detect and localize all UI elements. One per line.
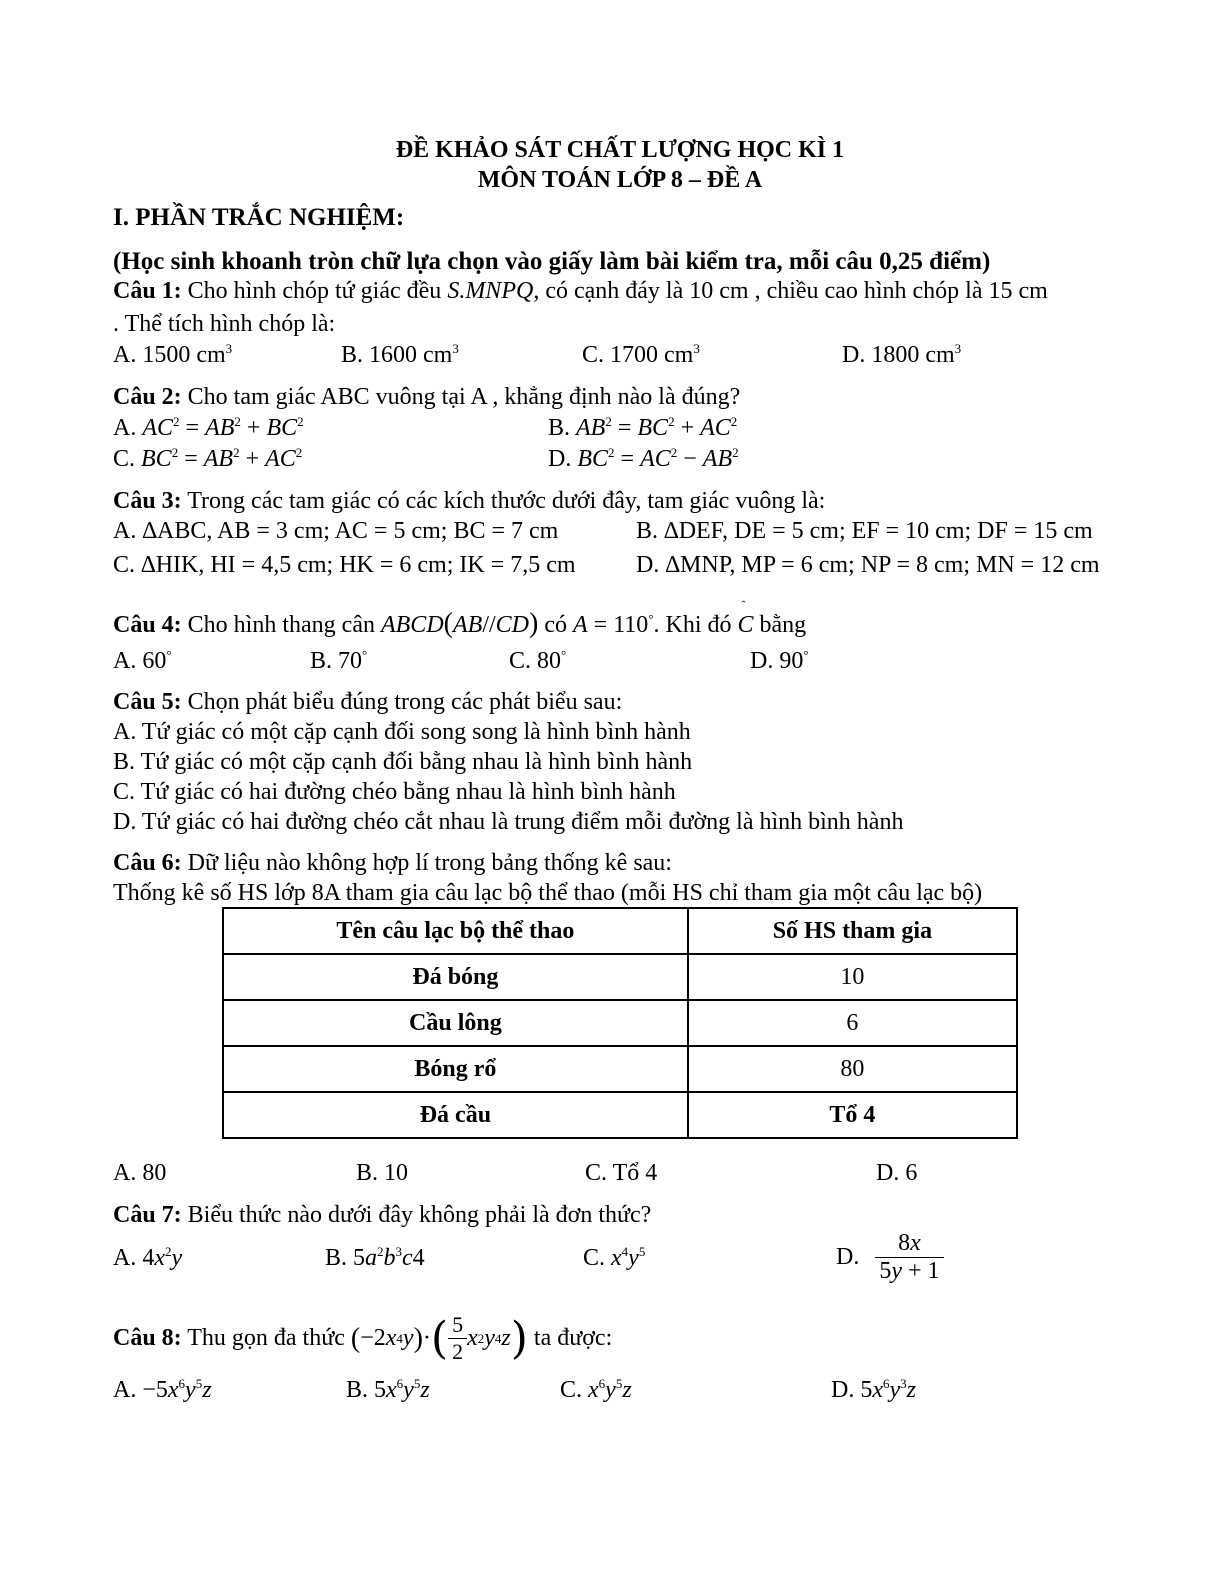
option-d[interactable]: D. $5x^6y^3z$	[831, 1376, 916, 1403]
question-label: Câu 7:	[113, 1202, 182, 1228]
question-6	[113, 850, 672, 877]
option-b[interactable]: B. $AB^2 = BC^2 + AC^2$	[548, 414, 738, 441]
header-cell: Số HS tham gia	[688, 908, 1017, 954]
instruction: (Học sinh khoanh tròn chữ lựa chọn vào giấy làm bài kiểm tra, mỗi câu 0,25 điểm)	[113, 248, 991, 275]
option-a[interactable]: A. $AC^2 = AB^2 + BC^2$	[113, 414, 304, 441]
option-a[interactable]: A. ∆ABC, AB = 3 cm; AC = 5 cm; BC = 7 cm	[113, 518, 559, 544]
option-d[interactable]: D. $BC^2 = AC^2 - AB^2$	[548, 445, 739, 472]
question-text: Thu gọn đa thức	[181, 1325, 351, 1351]
question-text: Trong các tam giác có các kích thước dưới đây, tam giác vuông là:	[181, 488, 826, 514]
option-c[interactable]: C. $BC^2 = AB^2 + AC^2$	[113, 445, 303, 472]
table-cell: 80	[688, 1046, 1017, 1092]
option-a[interactable]: A. $4x^2y$	[113, 1244, 183, 1271]
math-expression: ( −2 x 4 y ) · ( $\frac{5}{2}$ x 2 y 4 z )	[350, 1312, 528, 1364]
table-cell: 6	[688, 1000, 1017, 1046]
option-d[interactable]: D. 1800 $cm^3$	[842, 341, 962, 368]
option-b[interactable]: B. $5a^2b^3c4$	[325, 1244, 425, 1271]
question-3	[113, 488, 825, 515]
table-row	[223, 1092, 1017, 1138]
option-c[interactable]: C. 1700 $cm^3$	[582, 341, 700, 368]
option-a[interactable]: A. 80	[113, 1160, 167, 1186]
question-label: Câu 1:	[113, 278, 182, 304]
question-label: Câu 5:	[113, 689, 182, 715]
section-title: I. PHẦN TRẮC NGHIỆM:	[113, 204, 405, 231]
question-label: Câu 4:	[113, 612, 182, 638]
table-cell: Cầu lông	[223, 1000, 688, 1046]
question-text: Biểu thức nào dưới đây không phải là đơn thức?	[181, 1202, 652, 1228]
question-1-continued: . Thể tích hình chóp là:	[113, 311, 336, 337]
option-b[interactable]: B. $5x^6y^5z$	[346, 1376, 430, 1403]
table-cell: Tổ 4	[688, 1092, 1017, 1138]
fraction: $\frac{8x}{5y + 1}$	[875, 1230, 943, 1285]
question-text: Chọn phát biểu đúng trong các phát biểu sau:	[181, 689, 623, 715]
option-b[interactable]: B. 70°	[310, 647, 368, 674]
table-row	[223, 1000, 1017, 1046]
option-b[interactable]: B. 10	[356, 1160, 409, 1186]
option-d[interactable]: D. $\frac{8x}{5y + 1}$	[836, 1230, 944, 1285]
question-text: Cho hình thang cân	[181, 612, 381, 638]
question-text: Dữ liệu nào không hợp lí trong bảng thống kê sau:	[181, 850, 672, 876]
statistics-table	[222, 907, 1018, 1139]
question-1	[113, 278, 1048, 305]
header-cell: Tên câu lạc bộ thể thao	[223, 908, 688, 954]
exam-title-line2: MÔN TOÁN LỚP 8 – ĐỀ A	[477, 167, 763, 193]
option-c[interactable]: C. $x^4y^5$	[583, 1244, 646, 1271]
question-label: Câu 2:	[113, 384, 182, 410]
option-a[interactable]: A. 60°	[113, 647, 172, 674]
table-row	[223, 1046, 1017, 1092]
question-8	[113, 1312, 612, 1365]
question-7	[113, 1202, 651, 1229]
option-d[interactable]: D. 6	[876, 1160, 918, 1186]
question-label: Câu 8:	[113, 1325, 182, 1351]
question-text: ta được:	[527, 1325, 613, 1351]
table-row	[223, 954, 1017, 1000]
option-b[interactable]: B. ∆DEF, DE = 5 cm; EF = 10 cm; DF = 15 cm	[636, 518, 1093, 544]
question-label: Câu 3:	[113, 488, 182, 514]
table-cell: Đá bóng	[223, 954, 688, 1000]
question-text: Cho hình chóp tứ giác đều	[181, 278, 448, 304]
table-cell: 10	[688, 954, 1017, 1000]
question-2	[113, 384, 740, 411]
option-b[interactable]: B. 1600 $cm^3$	[341, 341, 459, 368]
question-text: , có cạnh đáy là 10 cm , chiều cao hình chóp là 15 cm	[533, 278, 1048, 304]
option-a[interactable]: A. $-5x^6y^5z$	[113, 1376, 212, 1403]
option-c[interactable]: C. ∆HIK, HI = 4,5 cm; HK = 6 cm; IK = 7,5 cm	[113, 552, 576, 578]
table-cell: Đá cầu	[223, 1092, 688, 1138]
option-c[interactable]: C. $x^6y^5z$	[560, 1376, 632, 1403]
option-d[interactable]: D. Tứ giác có hai đường chéo cắt nhau là trung điểm mỗi đường là hình bình hành	[113, 809, 904, 835]
table-caption: Thống kê số HS lớp 8A tham gia câu lạc bộ thể thao (mỗi HS chỉ tham gia một câu lạc bộ)	[113, 880, 983, 906]
question-label: Câu 6:	[113, 850, 182, 876]
question-4: Câu 4: Cho hình thang cân ABCD(AB//CD) có A = 110°. Khi đó C ˆ bằng	[113, 598, 807, 639]
option-c[interactable]: C. Tổ 4	[585, 1160, 658, 1186]
question-text: Cho tam giác ABC vuông tại A , khẳng định nào là đúng?	[181, 384, 741, 410]
option-c[interactable]: C. 80°	[509, 647, 567, 674]
exam-title-line1: ĐỀ KHẢO SÁT CHẤT LƯỢNG HỌC KÌ 1	[395, 137, 845, 163]
question-5	[113, 689, 622, 716]
option-a[interactable]: A. 1500 $cm^3$	[113, 341, 233, 368]
option-b[interactable]: B. Tứ giác có một cặp cạnh đối bằng nhau là hình bình hành	[113, 749, 693, 775]
table-cell: Bóng rổ	[223, 1046, 688, 1092]
option-a[interactable]: A. Tứ giác có một cặp cạnh đối song song là hình bình hành	[113, 719, 691, 745]
math-expression: S.MNPQ	[447, 278, 534, 304]
table-header-row	[223, 908, 1017, 954]
option-c[interactable]: C. Tứ giác có hai đường chéo bằng nhau là hình bình hành	[113, 779, 676, 805]
option-d[interactable]: D. ∆MNP, MP = 6 cm; NP = 8 cm; MN = 12 cm	[636, 552, 1100, 578]
option-d[interactable]: D. 90°	[750, 647, 809, 674]
